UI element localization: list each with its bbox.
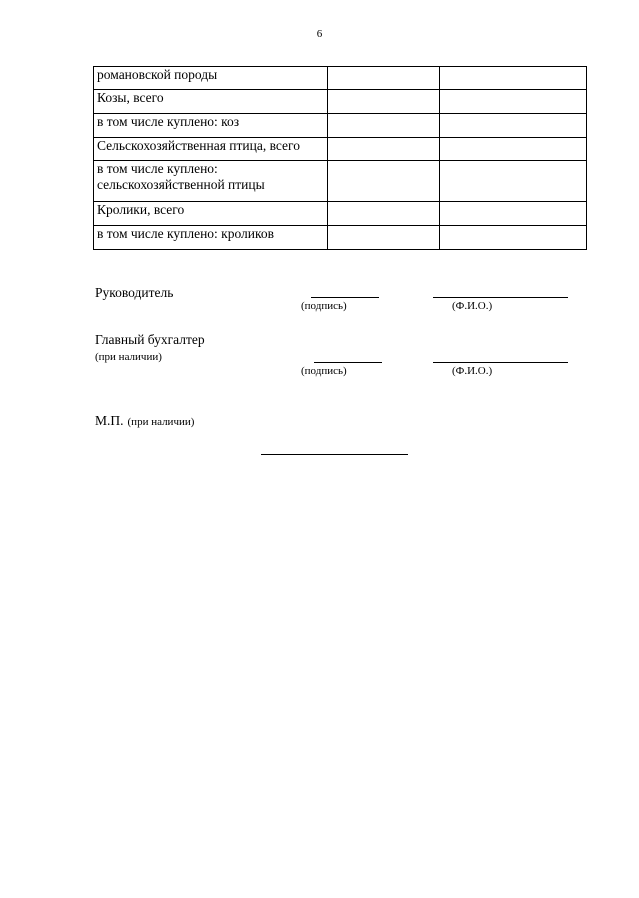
stamp-block xyxy=(95,412,194,430)
director-signature-hint: (подпись) xyxy=(301,300,347,312)
row-label: в том числе куплено: коз xyxy=(94,114,328,138)
page-number: 6 xyxy=(316,28,323,40)
row-label: романовской породы xyxy=(94,67,328,90)
row-value-col2 xyxy=(328,138,440,161)
stamp-label: М.П. xyxy=(95,413,124,428)
row-value-col2 xyxy=(328,90,440,114)
table-row xyxy=(94,202,587,226)
table-row xyxy=(94,226,587,250)
row-label: в том числе куплено: кроликов xyxy=(94,226,328,250)
director-fio-line[interactable] xyxy=(433,297,568,298)
accountant-note: (при наличии) xyxy=(95,351,162,363)
accountant-fio-line[interactable] xyxy=(433,362,568,363)
table-row xyxy=(94,114,587,138)
accountant-fio-hint: (Ф.И.О.) xyxy=(452,365,493,377)
row-value-col3 xyxy=(440,114,587,138)
row-value-col3 xyxy=(440,161,587,202)
stamp-note: (при наличии) xyxy=(127,416,195,428)
table-row xyxy=(94,138,587,161)
row-value-col2 xyxy=(328,202,440,226)
row-value-col3 xyxy=(440,202,587,226)
row-label: Сельскохозяйственная птица, всего xyxy=(94,138,328,161)
accountant-signature-line[interactable] xyxy=(314,362,382,363)
row-value-col3 xyxy=(440,67,587,90)
table-row xyxy=(94,90,587,114)
row-value-col2 xyxy=(328,67,440,90)
row-value-col2 xyxy=(328,226,440,250)
bottom-line xyxy=(261,454,408,455)
accountant-signature-hint: (подпись) xyxy=(301,365,347,377)
row-value-col3 xyxy=(440,138,587,161)
director-fio-hint: (Ф.И.О.) xyxy=(452,300,493,312)
row-value-col2 xyxy=(328,114,440,138)
row-value-col2 xyxy=(328,161,440,202)
director-label: Руководитель xyxy=(95,285,174,300)
row-value-col3 xyxy=(440,226,587,250)
row-label: в том числе куплено: сельскохозяйственной птицы xyxy=(94,161,328,202)
row-label: Кролики, всего xyxy=(94,202,328,226)
row-value-col3 xyxy=(440,90,587,114)
accountant-label: Главный бухгалтер xyxy=(95,332,205,347)
table-row xyxy=(94,67,587,90)
director-signature-line[interactable] xyxy=(311,297,379,298)
livestock-table xyxy=(93,66,587,250)
table-row xyxy=(94,161,587,202)
row-label: Козы, всего xyxy=(94,90,328,114)
